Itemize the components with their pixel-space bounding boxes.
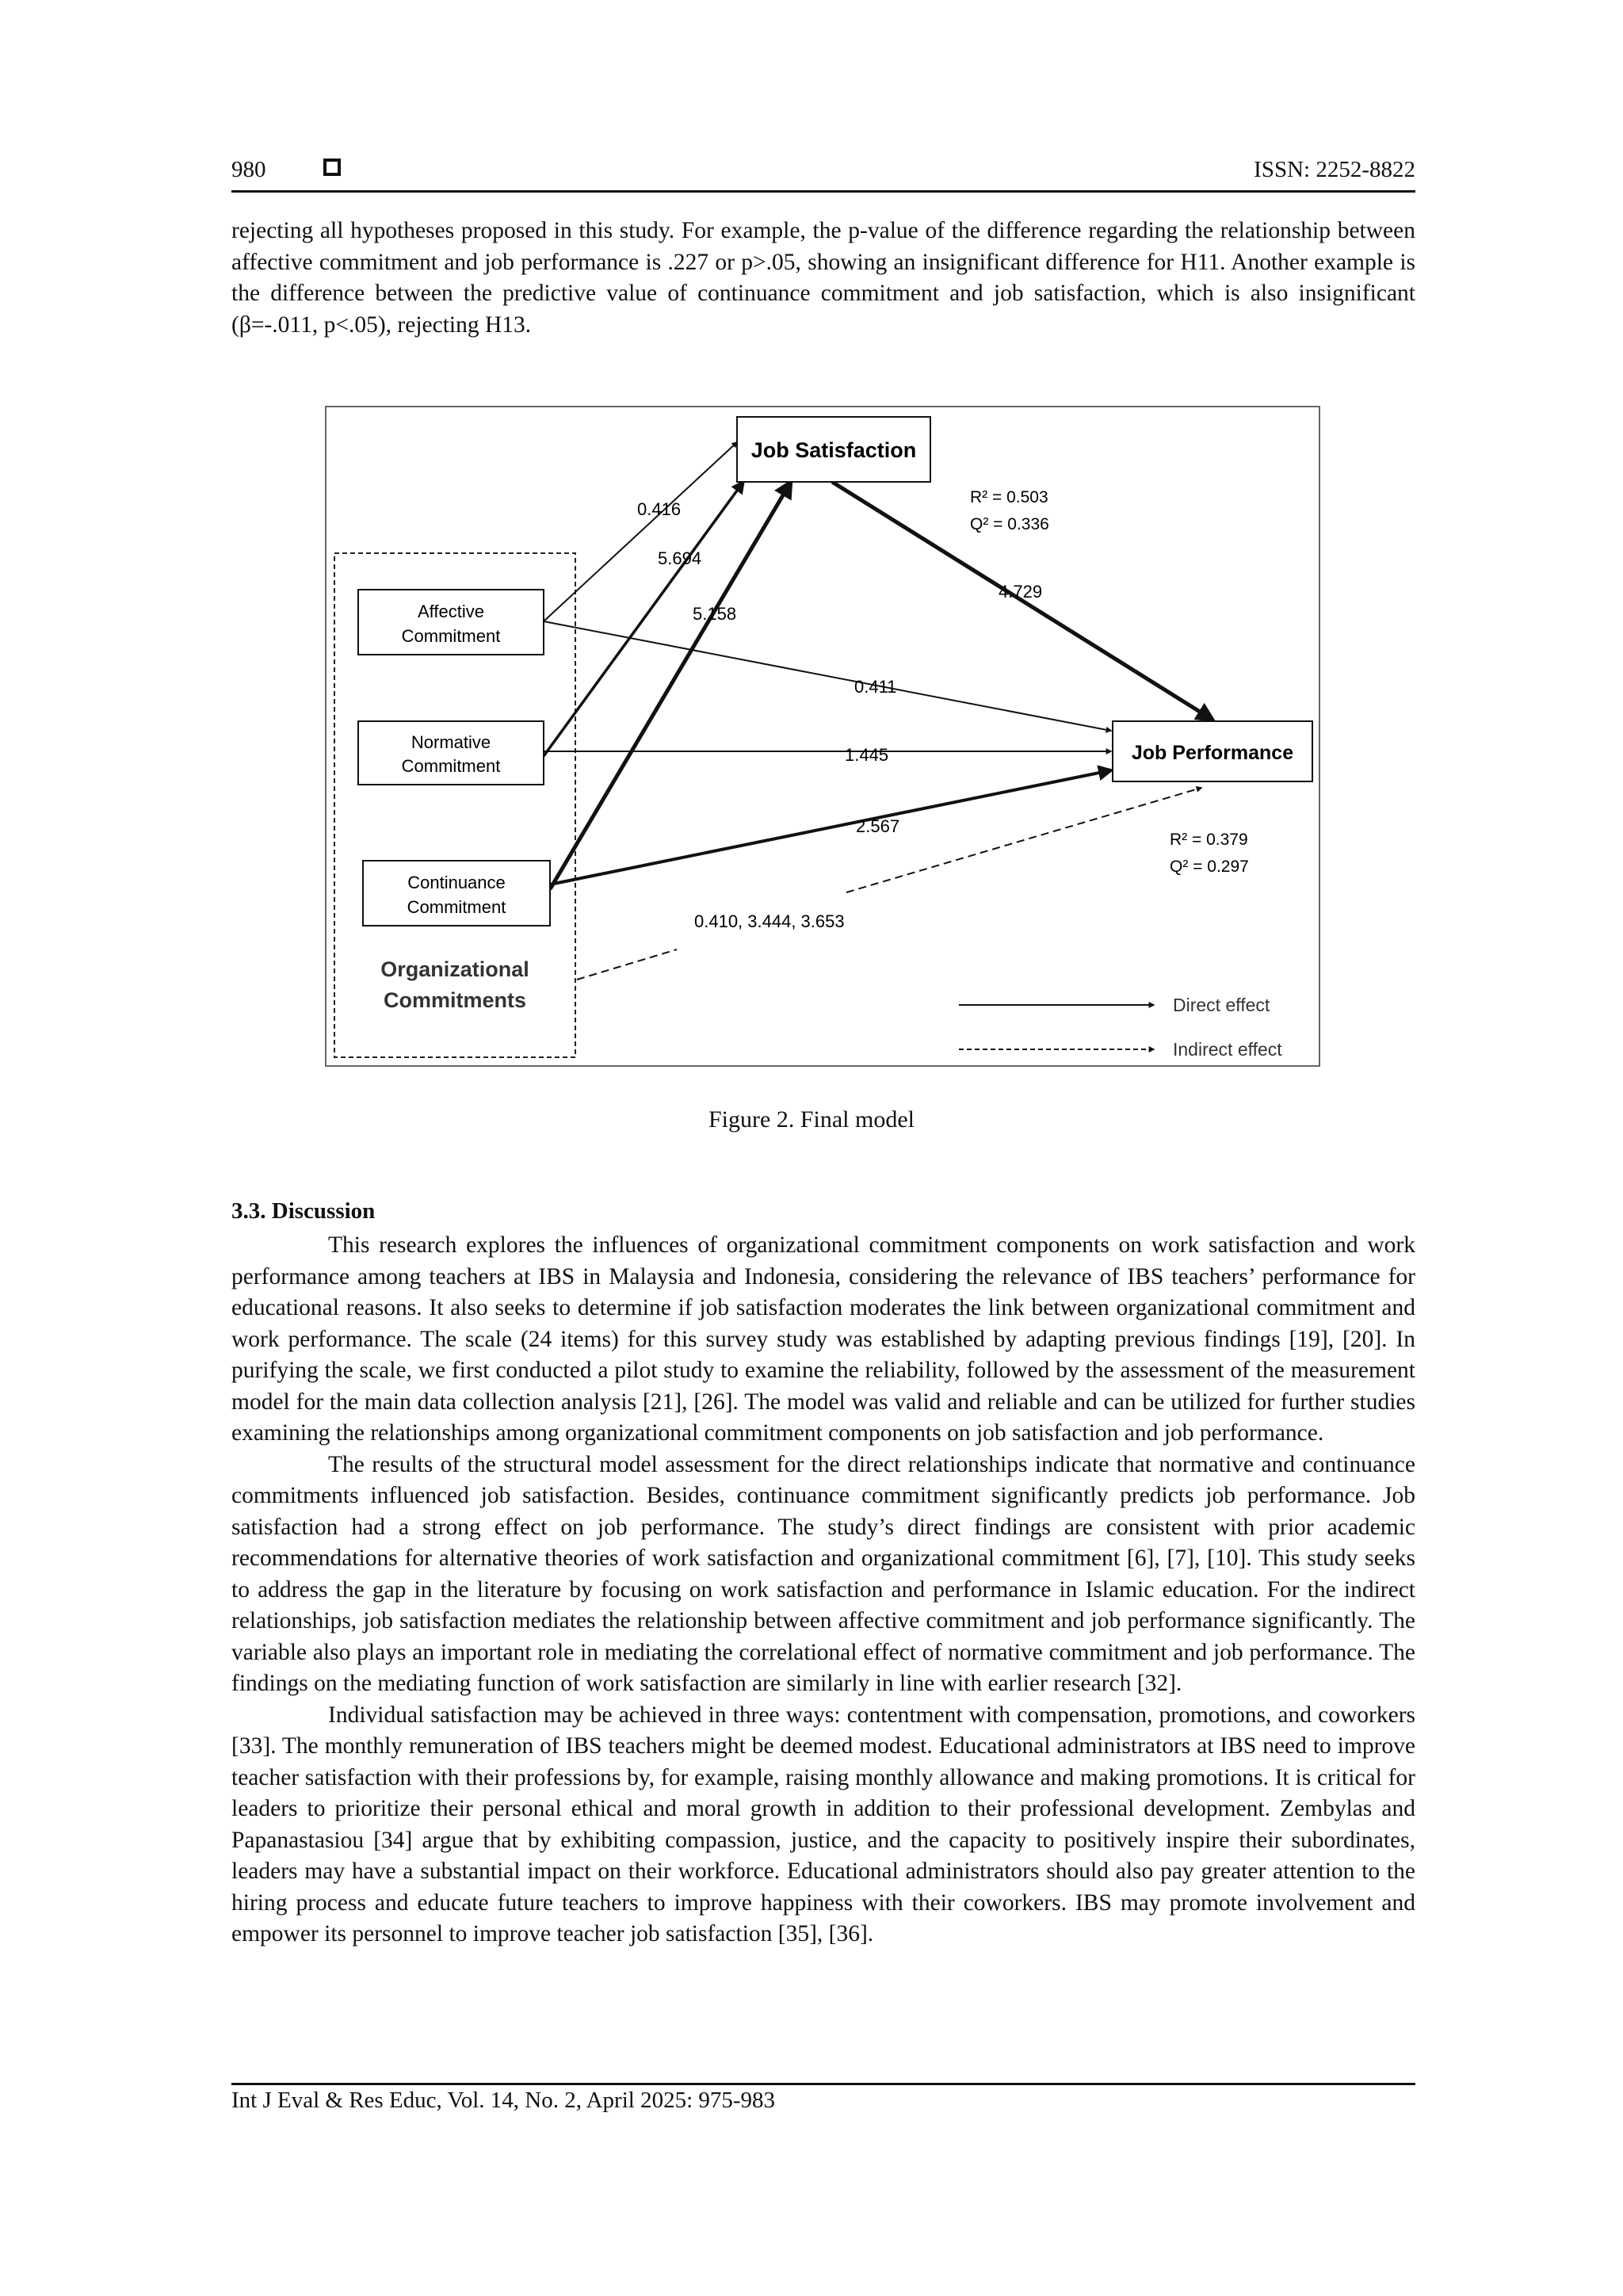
jp-r-squared: R² = 0.379	[1170, 831, 1248, 849]
issn: ISSN: 2252-8822	[1254, 157, 1415, 182]
path-label-continuance-js: 5.158	[693, 604, 737, 624]
path-label-affective-js: 0.416	[637, 499, 682, 519]
continuance-label-line1: Continuance	[407, 873, 506, 892]
normative-label-line1: Normative	[411, 732, 491, 752]
js-r-squared: R² = 0.503	[970, 488, 1048, 506]
continuance-label-line2: Commitment	[407, 897, 506, 917]
figure-caption: Figure 2. Final model	[708, 1106, 915, 1133]
intro-paragraph-text: rejecting all hypotheses proposed in this study. For example, the p-value of the difference regarding the relationship between affective commitment and job performance is .227 or p>.05, showing an insignificant difference for H11. Another example is the difference between the predictive value of continuance commitment and job satisfaction, which is also insignificant (β=-.011, p<.05), rejecting H13.	[231, 218, 1415, 338]
affective-label-line1: Affective	[418, 602, 484, 621]
legend-direct-label: Direct effect	[1173, 995, 1270, 1015]
final-model-figure	[325, 406, 1320, 1067]
discussion-body	[231, 1230, 1415, 1950]
org-commitments-label-line2: Commitments	[383, 988, 527, 1012]
node-job-performance-label: Job Performance	[1131, 742, 1294, 764]
square-bullet-icon	[323, 159, 341, 176]
js-q-squared: Q² = 0.336	[970, 515, 1049, 533]
discussion-paragraph-2: The results of the structural model assessment for the direct relationships indicate that normative and continuance commitments influenced job satisfaction. Besides, continuance commitment significantly predicts job performance. Job satisfaction had a strong effect on job performance. The study’s direct findings are consistent with prior academic recommendations for alternative theories of work satisfaction and organizational commitment [6], [7], [10]. This study seeks to address the gap in the literature by focusing on work satisfaction and performance in Islamic education. For the indirect relationships, job satisfaction mediates the relationship between affective commitment and job performance significantly. The variable also plays an important role in mediating the correlational effect of normative commitment and job performance. The findings on the mediating function of work satisfaction are similarly in line with earlier research [32].	[231, 1451, 1415, 1696]
path-label-affective-jp: 0.411	[854, 677, 897, 697]
footer-citation: Int J Eval & Res Educ, Vol. 14, No. 2, April 2025: 975-983	[231, 2088, 776, 2113]
footer-rule	[231, 2083, 1415, 2085]
path-label-normative-js: 5.694	[658, 548, 702, 568]
node-job-satisfaction-label: Job Satisfaction	[750, 438, 917, 462]
path-label-continuance-jp: 2.567	[856, 816, 900, 836]
header-rule	[231, 190, 1415, 193]
org-commitments-label-line1: Organizational	[380, 957, 529, 981]
page-number: 980	[231, 157, 266, 182]
path-label-indirect: 0.410, 3.444, 3.653	[694, 911, 845, 931]
affective-label-line2: Commitment	[401, 626, 501, 646]
section-heading: 3.3. Discussion	[231, 1198, 376, 1224]
discussion-paragraph-1: This research explores the influences of organizational commitment components on work satisfaction and work performance among teachers at IBS in Malaysia and Indonesia, considering the relevance of IBS teachers’ performance for educational reasons. It also seeks to determine if job satisfaction moderates the link between organizational commitment and work performance. The scale (24 items) for this survey study was established by adapting previous findings [19], [20]. In purifying the scale, we first conducted a pilot study to examine the reliability, followed by the assessment of the measurement model for the main data collection analysis [21], [26]. The model was valid and reliable and can be utilized for further studies examining the relationships among organizational commitment components on job satisfaction and job performance.	[231, 1232, 1415, 1446]
intro-paragraph	[231, 216, 1415, 341]
path-label-js-jp: 4.729	[999, 582, 1043, 602]
discussion-paragraph-3: Individual satisfaction may be achieved in three ways: contentment with compensation, promotions, and coworkers [33]. The monthly remuneration of IBS teachers might be deemed modest. Educational administrators at IBS need to improve teacher satisfaction with their professions by, for example, raising monthly allowance and making promotions. It is critical for leaders to prioritize their personal ethical and moral growth in addition to their professional development. Zembylas and Papanastasiou [34] argue that by exhibiting compassion, justice, and the capacity to positively inspire their subordinates, leaders may have a substantial impact on their workforce. Educational administrators should also pay greater attention to the hiring process and educate future teachers to improve happiness with their coworkers. IBS may promote involvement and empower its personnel to improve teacher job satisfaction [35], [36].	[231, 1702, 1415, 1946]
normative-label-line2: Commitment	[401, 756, 501, 776]
jp-q-squared: Q² = 0.297	[1170, 858, 1249, 876]
path-label-normative-jp: 1.445	[845, 745, 889, 765]
legend-indirect-label: Indirect effect	[1173, 1039, 1282, 1060]
